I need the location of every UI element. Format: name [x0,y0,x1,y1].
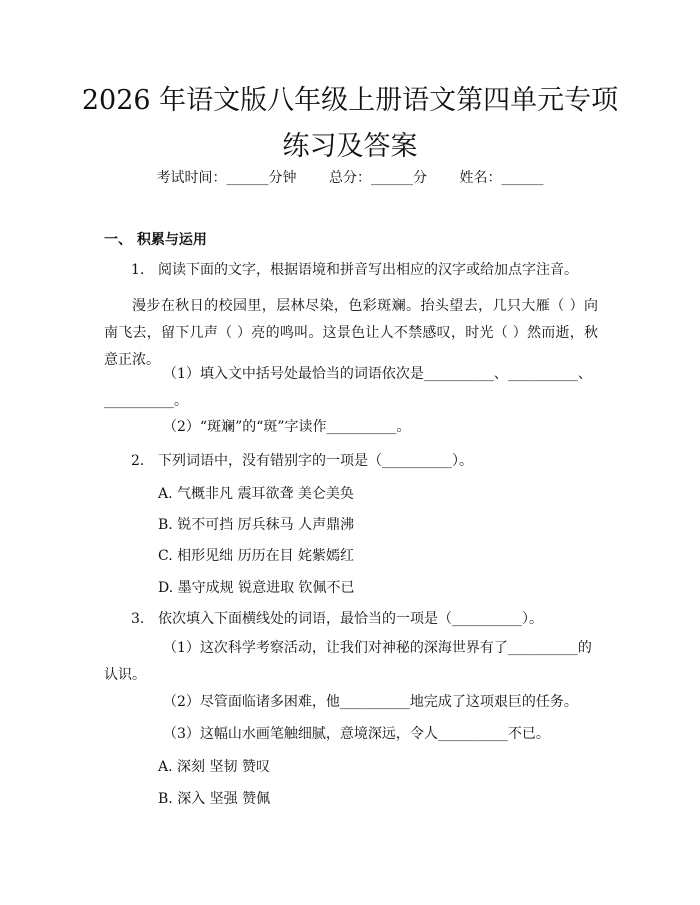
title-line-1: 2026 年语文版八年级上册语文第四单元专项 [81,85,619,116]
title-line-2: 练习及答案 [282,131,418,162]
q2-option-b: B. 锐不可挡 厉兵秣马 人声鼎沸 [158,517,355,533]
page-title [80,78,620,170]
q1-sub-1: （1）填入文中括号处最恰当的词语依次是__________、__________、__________。 [104,366,592,409]
question-text-3: 依次填入下面横线处的词语，最恰当的一项是（__________）。 [158,611,543,627]
exam-name: 姓名：______ [459,170,544,186]
q1-sub-2: （2）“斑斓”的“斑”字读作__________。 [163,419,411,435]
q2-option-a: A. 气概非凡 震耳欲聋 美仑美奂 [158,486,354,502]
question-number-1: 1. [131,262,145,278]
exam-score: 总分：______分 [329,170,427,186]
question-text-2: 下列词语中，没有错别字的一项是（__________）。 [158,453,473,469]
exam-time: 考试时间：______分钟 [156,170,297,186]
question-number-2: 2. [131,453,145,469]
q3-option-a: A. 深刻 坚韧 赞叹 [158,759,270,775]
q3-sub-3: （3）这幅山水画笔触细腻，意境深远，令人__________不已。 [163,726,550,742]
q2-option-d: D. 墨守成规 锐意进取 钦佩不已 [158,580,355,596]
q3-option-b: B. 深入 坚强 赞佩 [158,791,271,807]
section-heading: 一、 积累与运用 [104,232,207,248]
q3-sub-1: （1）这次科学考察活动，让我们对神秘的深海世界有了__________的认识。 [104,640,592,683]
q2-option-c: C. 相形见绌 历历在目 姹紫嫣红 [158,548,355,564]
exam-info [0,168,700,188]
reading-passage: 漫步在秋日的校园里，层林尽染，色彩斑斓。抬头望去，几只大雁（ ）向南飞去，留下几声（ ）亮的鸣叫。这景色让人不禁感叹，时光（ ）然而逝，秋意正浓。 [104,298,598,368]
q3-sub-2: （2）尽管面临诸多困难，他__________地完成了这项艰巨的任务。 [163,694,578,710]
question-text-1: 阅读下面的文字，根据语境和拼音写出相应的汉字或给加点字注音。 [158,262,578,278]
question-number-3: 3. [131,611,145,627]
